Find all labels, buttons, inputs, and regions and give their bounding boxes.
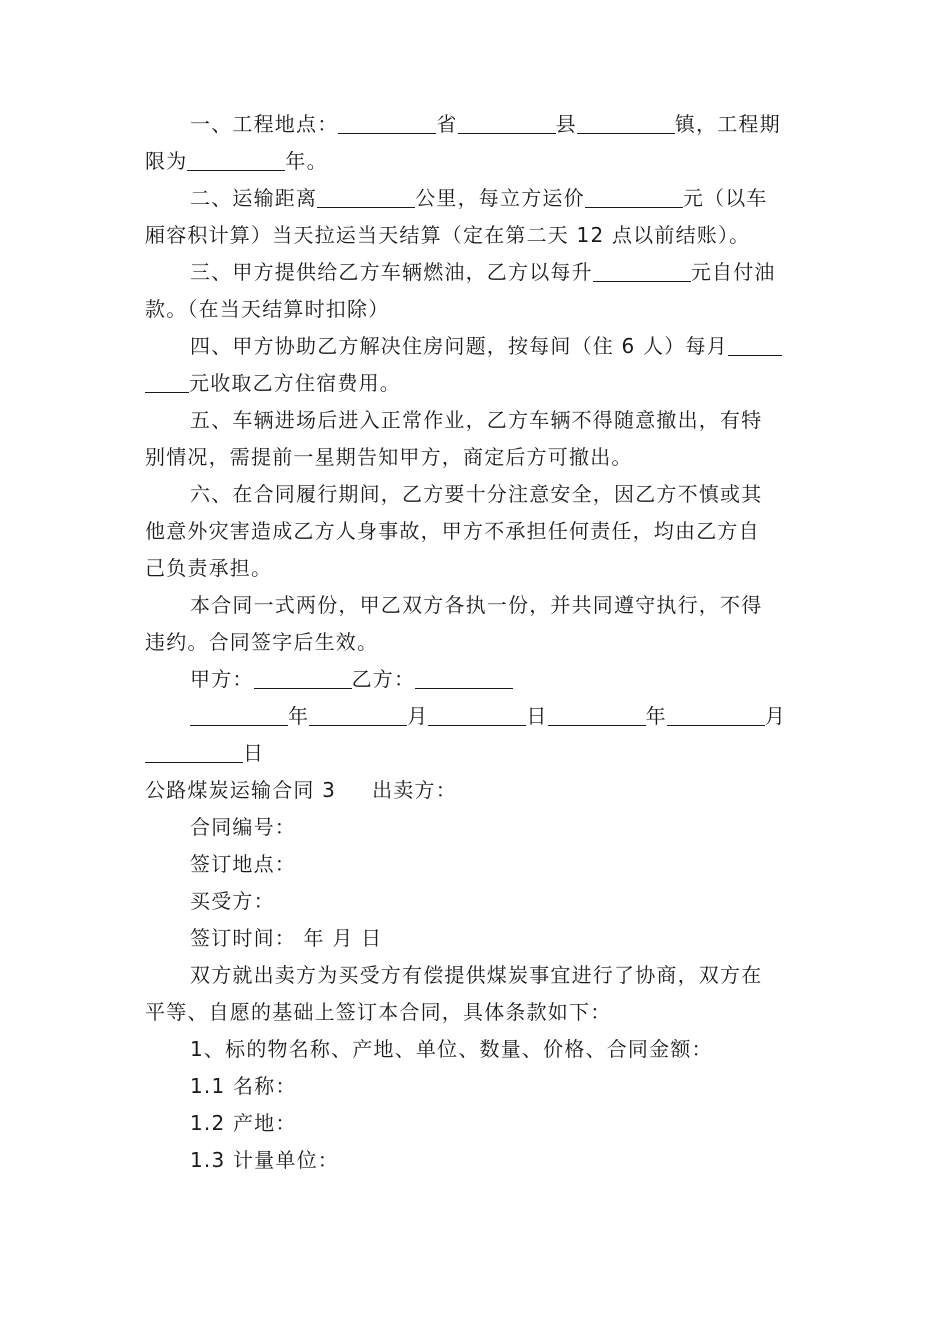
county-blank [458,113,556,134]
town-blank [577,113,675,134]
intro-text: 双方就出卖方为买受方有偿提供煤炭事宜进行了协商，双方在 [190,963,763,987]
housing-label: 四、甲方协助乙方解决住房问题，按每间（住 6 人）每月 [190,334,728,358]
signing-place-label: 签订地点： [190,852,296,876]
clause-7-text-cont: 违约。合同签字后生效。 [145,630,379,654]
year-label-2: 年 [645,704,667,728]
contract-number-line [145,815,806,839]
signature-line [145,667,806,691]
clause-3-line-2 [145,297,806,321]
clause-1-text-end: 镇，工程期 [674,112,781,136]
fuel-label: 三、甲方提供给乙方车辆燃油，乙方以每升 [190,260,593,284]
month-label-1: 月 [407,704,429,728]
day-blank-1 [428,705,526,726]
clause-4-line-2 [145,371,806,395]
item-name-label: 1.1 名称： [190,1074,297,1098]
clause-7-text: 本合同一式两份，甲乙双方各执一份，并共同遵守执行，不得 [190,593,763,617]
clause-7-line-1 [145,593,806,617]
contract-number-label: 合同编号： [190,815,296,839]
period-unit: 年。 [285,149,328,173]
period-blank [187,150,285,171]
clause-6-line-3 [145,556,806,580]
signing-place-line [145,852,806,876]
clause-2-text-cont: 厢容积计算）当天拉运当天结算（定在第二天 12 点以前结账）。 [145,223,751,247]
clause-6-line-1 [145,482,806,506]
contract-3-header [145,778,806,802]
distance-blank [317,187,415,208]
clause-3-text-end: 元自付油 [690,260,776,284]
clause-2-line-2 [145,223,806,247]
fuel-blank [593,261,691,282]
clause-2-line-1 [145,186,806,210]
clause-7-line-2 [145,630,806,654]
clause-5-text: 五、车辆进场后进入正常作业，乙方车辆不得随意撤出，有特 [190,408,763,432]
day-label-1: 日 [526,704,548,728]
contract-3-title: 公路煤炭运输合同 3 [145,778,337,802]
month-blank-2 [667,705,765,726]
party-a-label: 甲方： [190,667,254,691]
clause-6-text-cont: 他意外灾害造成乙方人身事故，甲方不承担任何责任，均由乙方自 [145,519,760,543]
clause-3-text-cont: 款。（在当天结算时扣除） [145,297,390,321]
distance-label: 二、运输距离 [190,186,318,210]
housing-blank-part-2 [145,372,189,393]
clause-2-text-end: 元（以车 [682,186,768,210]
party-b-label: 乙方： [351,667,416,691]
period-label: 限为 [145,149,188,173]
party-b-blank [415,668,513,689]
year-blank-1 [190,705,288,726]
item-unit-label: 1.3 计量单位： [190,1148,339,1172]
price-label: 公里，每立方运价 [415,186,585,210]
intro-line-2 [145,1000,806,1024]
clause-6-text: 六、在合同履行期间，乙方要十分注意安全，因乙方不慎或其 [190,482,763,506]
item-1-heading: 1、标的物名称、产地、单位、数量、价格、合同金额： [190,1037,713,1061]
housing-blank-part-1 [728,335,782,356]
item-1-1-line [145,1074,806,1098]
item-origin-label: 1.2 产地： [190,1111,297,1135]
signing-time-label: 签订时间： 年 月 日 [190,926,383,950]
day-blank-2 [145,742,243,763]
clause-5-line-2 [145,445,806,469]
clause-1-text: 一、工程地点： [190,112,339,136]
month-blank-1 [309,705,407,726]
item-1-2-line [145,1111,806,1135]
month-label-2: 月 [764,704,787,728]
clause-5-line-1 [145,408,806,432]
date-line-2 [145,741,806,765]
year-blank-2 [548,705,646,726]
item-1-line [145,1037,806,1061]
day-label-2: 日 [243,741,265,765]
county-label: 县 [555,112,577,136]
clause-4-text-end: 元收取乙方住宿费用。 [189,371,401,395]
clause-1-line-2 [145,149,806,173]
clause-1-line-1 [145,112,806,136]
intro-text-cont: 平等、自愿的基础上签订本合同，具体条款如下： [145,1000,612,1024]
clause-3-line-1 [145,260,806,284]
seller-label: 出卖方： [372,778,457,802]
clause-6-text-end: 己负责承担。 [145,556,273,580]
buyer-line [145,889,806,913]
province-blank [338,113,436,134]
party-a-blank [254,668,352,689]
price-blank [585,187,683,208]
date-line-1 [145,704,806,728]
province-label: 省 [436,112,458,136]
item-1-3-line [145,1148,806,1172]
signing-time-line [145,926,806,950]
buyer-label: 买受方： [190,889,275,913]
intro-line-1 [145,963,806,987]
clause-6-line-2 [145,519,806,543]
clause-4-line-1 [145,334,806,358]
clause-5-text-cont: 别情况，需提前一星期告知甲方，商定后方可撤出。 [145,445,633,469]
year-label-1: 年 [288,704,310,728]
